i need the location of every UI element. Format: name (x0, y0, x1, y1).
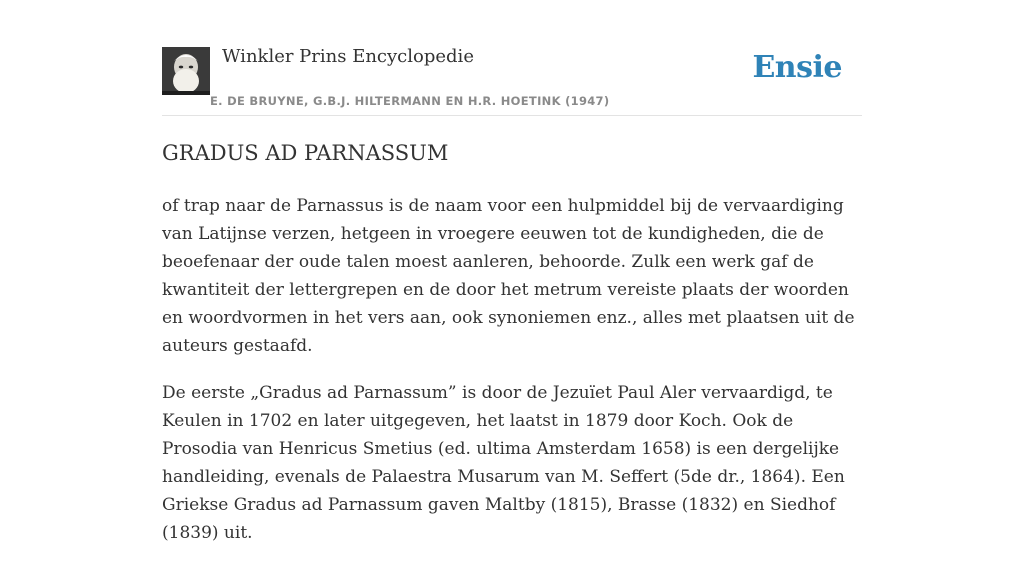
source-title[interactable]: Winkler Prins Encyclopedie (222, 46, 474, 67)
portrait-image (162, 47, 210, 95)
article-paragraph: De eerste „Gradus ad Parnassum” is door de Jezuïet Paul Aler vervaardigd, te Keulen in 1702 en later uitgegeven, het laatst in 1879 door Koch. Ook de Prosodia van Henricus Smetius (ed. ultima Amsterdam 1658) is een dergelijke handleiding, evenals de Palaestra Musarum van M. Seffert (5de dr., 1864). Een Griekse Gradus ad Parnassum gaven Maltby (1815), Brasse (1832) en Siedhof (1839) uit. (162, 383, 845, 543)
ensie-logo[interactable]: Ensie (752, 50, 842, 85)
author-avatar[interactable] (162, 47, 210, 95)
article-paragraph: of trap naar de Parnassus is de naam voor een hulpmiddel bij de vervaardiging van Latijnse verzen, hetgeen in vroegere eeuwen tot de kundigheden, die de beoefenaar der oude talen moest aanleren, behoorde. Zulk een werk gaf de kwantiteit der lettergrepen en de door het metrum vereiste plaats der woorden en woordvormen in het vers aan, ook synoniemen enz., alles met plaatsen uit de auteurs gestaafd. (162, 196, 855, 356)
article-headword: GRADUS AD PARNASSUM (162, 141, 449, 165)
article-body (162, 192, 862, 566)
source-authors: E. DE BRUYNE, G.B.J. HILTERMANN EN H.R. HOETINK (1947) (210, 94, 610, 108)
source-header (162, 0, 862, 116)
